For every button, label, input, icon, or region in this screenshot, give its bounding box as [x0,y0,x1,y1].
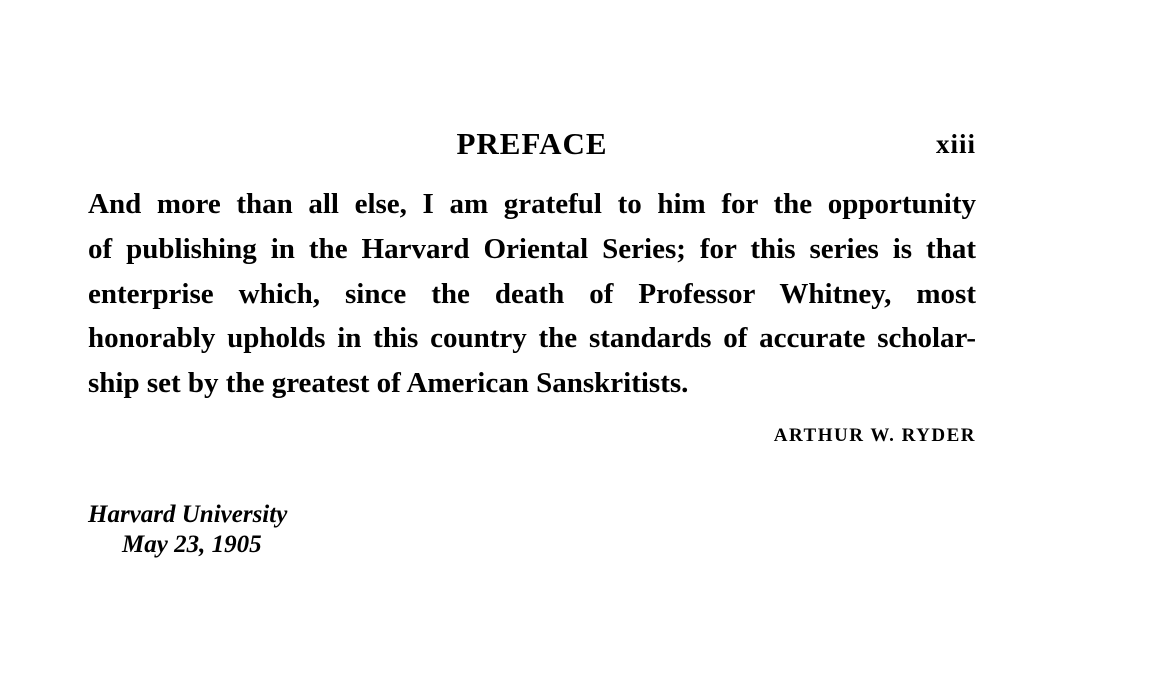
paragraph-line: And more than all else, I am grateful to him for the opportunity [88,188,976,220]
dateline-place: Harvard University [88,501,288,528]
paragraph-line: honorably upholds in this country the standards of accurate scholar- [88,322,976,355]
preface-paragraph [88,182,976,406]
paragraph-line: ship set by the greatest of American Sanskritists. [88,367,689,400]
author-signature: ARTHUR W. RYDER [773,425,976,446]
dateline-date: May 23, 1905 [122,531,262,558]
dateline [88,500,287,560]
page-number: xiii [935,129,976,159]
running-head [88,124,976,164]
paragraph-line: enterprise which, since the death of Professor Whitney, most [88,277,976,310]
paragraph-line: of publishing in the Harvard Oriental Series; for this series is that [88,232,976,265]
running-title: PREFACE [456,126,608,161]
